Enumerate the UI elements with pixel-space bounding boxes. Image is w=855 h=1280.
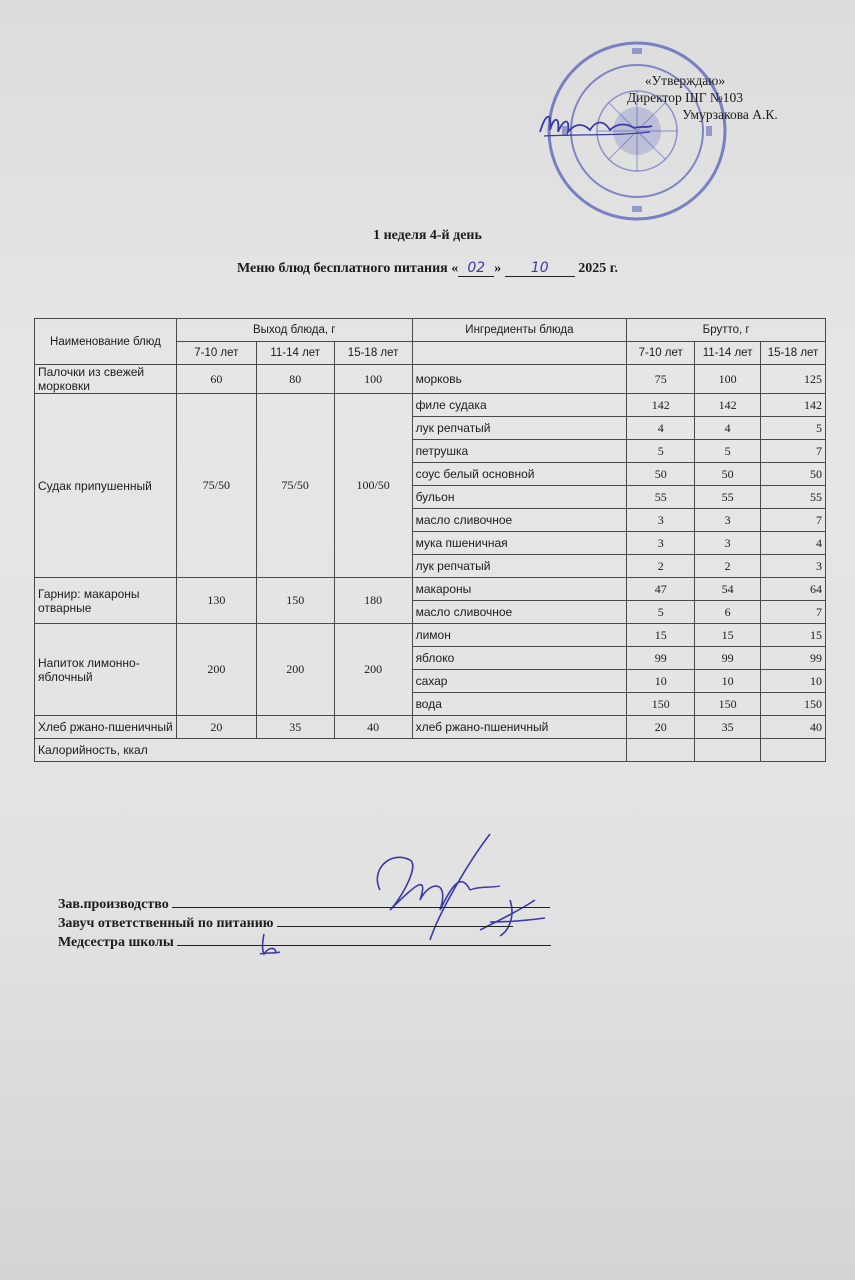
header-gross: Брутто, г: [627, 319, 826, 342]
dish-yield: 100: [334, 365, 412, 394]
table-header-row: [35, 319, 826, 342]
dish-name: Хлеб ржано-пшеничный: [35, 716, 177, 739]
ingredient-gross: 99: [695, 647, 761, 670]
ingredient-gross: 3: [627, 509, 695, 532]
approval-director-name: Умурзакова А.К.: [682, 107, 778, 122]
ingredient-name: хлеб ржано-пшеничный: [412, 716, 627, 739]
table-row: [35, 365, 826, 394]
calories-value: [627, 739, 695, 762]
dish-yield: 60: [176, 365, 256, 394]
ingredient-name: мука пшеничная: [412, 532, 627, 555]
ingredient-gross: 47: [627, 578, 695, 601]
dish-yield: 200: [256, 624, 334, 716]
ingredient-gross: 6: [695, 601, 761, 624]
table-row: [35, 716, 826, 739]
dish-yield: 80: [256, 365, 334, 394]
ingredient-name: макароны: [412, 578, 627, 601]
calories-label: Калорийность, ккал: [35, 739, 627, 762]
ingredient-gross: 15: [695, 624, 761, 647]
ingredient-name: лук репчатый: [412, 555, 627, 578]
header-yield-age1: 7-10 лет: [176, 342, 256, 365]
ingredient-gross: 142: [761, 394, 826, 417]
ingredient-gross: 10: [695, 670, 761, 693]
ingredient-gross: 142: [695, 394, 761, 417]
header-yield-age2: 11-14 лет: [256, 342, 334, 365]
ingredient-name: филе судака: [412, 394, 627, 417]
ingredient-gross: 40: [761, 716, 826, 739]
table-row: [35, 394, 826, 417]
ingredient-gross: 99: [761, 647, 826, 670]
dish-yield: 75/50: [256, 394, 334, 578]
ingredient-gross: 15: [627, 624, 695, 647]
ingredient-gross: 64: [761, 578, 826, 601]
ingredient-gross: 54: [695, 578, 761, 601]
table-row: [35, 624, 826, 647]
ingredient-gross: 4: [761, 532, 826, 555]
ingredient-gross: 3: [695, 509, 761, 532]
dish-name: Напиток лимонно-яблочный: [35, 624, 177, 716]
ingredient-name: масло сливочное: [412, 601, 627, 624]
calories-row: [35, 739, 826, 762]
signature-block: [58, 895, 551, 952]
ingredient-name: лук репчатый: [412, 417, 627, 440]
approval-position: Директор ШГ №103: [626, 90, 744, 105]
ingredient-gross: 125: [761, 365, 826, 394]
header-gross-age2: 11-14 лет: [695, 342, 761, 365]
ingredient-gross: 55: [761, 486, 826, 509]
ingredient-name: лимон: [412, 624, 627, 647]
ingredient-gross: 55: [627, 486, 695, 509]
header-ingredients-empty: [412, 342, 627, 365]
ingredient-gross: 15: [761, 624, 826, 647]
signature-line-production: [58, 895, 551, 914]
document-subtitle: 1 неделя 4-й день: [373, 228, 482, 243]
dish-name: Судак припушенный: [35, 394, 177, 578]
ingredient-gross: 50: [761, 463, 826, 486]
ingredient-gross: 3: [695, 532, 761, 555]
dish-yield: 100/50: [334, 394, 412, 578]
header-gross-age1: 7-10 лет: [627, 342, 695, 365]
dish-yield: 35: [256, 716, 334, 739]
ingredient-name: морковь: [412, 365, 627, 394]
ingredient-name: петрушка: [412, 440, 627, 463]
ingredient-gross: 100: [695, 365, 761, 394]
ingredient-gross: 3: [761, 555, 826, 578]
ingredient-gross: 20: [627, 716, 695, 739]
document-title: [0, 260, 855, 277]
signature-blank: [277, 926, 513, 927]
dish-yield: 130: [176, 578, 256, 624]
signature-line-headteacher: [58, 914, 551, 933]
ingredient-gross: 2: [627, 555, 695, 578]
menu-table: [34, 318, 826, 762]
ingredient-gross: 50: [627, 463, 695, 486]
ingredient-name: бульон: [412, 486, 627, 509]
ingredient-gross: 4: [627, 417, 695, 440]
ingredient-gross: 150: [761, 693, 826, 716]
calories-value: [695, 739, 761, 762]
ingredient-name: вода: [412, 693, 627, 716]
signature-label-production: Зав.производство: [58, 897, 169, 912]
ingredient-name: масло сливочное: [412, 509, 627, 532]
title-mid: »: [494, 261, 502, 276]
ingredient-gross: 75: [627, 365, 695, 394]
dish-yield: 200: [334, 624, 412, 716]
table-row: [35, 578, 826, 601]
ingredient-gross: 7: [761, 601, 826, 624]
title-suffix: 2025 г.: [578, 261, 619, 276]
ingredient-gross: 7: [761, 509, 826, 532]
calories-value: [761, 739, 826, 762]
ingredient-gross: 4: [695, 417, 761, 440]
ingredient-gross: 3: [627, 532, 695, 555]
dish-yield: 150: [256, 578, 334, 624]
ingredient-gross: 10: [761, 670, 826, 693]
title-prefix: Меню блюд бесплатного питания «: [236, 261, 459, 276]
title-month: 10: [505, 260, 575, 277]
ingredient-gross: 50: [695, 463, 761, 486]
signature-line-nurse: [58, 933, 551, 952]
ingredient-name: соус белый основной: [412, 463, 627, 486]
header-gross-age3: 15-18 лет: [761, 342, 826, 365]
signature-label-nurse: Медсестра школы: [58, 935, 174, 950]
dish-name: Палочки из свежей морковки: [35, 365, 177, 394]
ingredient-gross: 55: [695, 486, 761, 509]
ingredient-gross: 142: [627, 394, 695, 417]
header-yield: Выход блюда, г: [176, 319, 412, 342]
ingredient-gross: 35: [695, 716, 761, 739]
approval-title: «Утверждаю»: [644, 73, 726, 88]
ingredient-gross: 5: [627, 440, 695, 463]
ingredient-gross: 5: [695, 440, 761, 463]
ingredient-gross: 7: [761, 440, 826, 463]
ingredient-name: яблоко: [412, 647, 627, 670]
ingredient-gross: 5: [761, 417, 826, 440]
signature-blank: [172, 907, 550, 908]
signature-blank: [177, 945, 551, 946]
ingredient-gross: 150: [695, 693, 761, 716]
header-yield-age3: 15-18 лет: [334, 342, 412, 365]
dish-yield: 200: [176, 624, 256, 716]
ingredient-gross: 2: [695, 555, 761, 578]
title-day: 02: [458, 260, 494, 277]
header-dish-name: Наименование блюд: [35, 319, 177, 365]
ingredient-gross: 10: [627, 670, 695, 693]
header-ingredients: Ингредиенты блюда: [412, 319, 627, 342]
menu-table-body: [35, 319, 826, 762]
dish-yield: 180: [334, 578, 412, 624]
ingredient-gross: 150: [627, 693, 695, 716]
ingredient-gross: 5: [627, 601, 695, 624]
ingredient-gross: 99: [627, 647, 695, 670]
dish-name: Гарнир: макароны отварные: [35, 578, 177, 624]
ingredient-name: сахар: [412, 670, 627, 693]
dish-yield: 40: [334, 716, 412, 739]
director-signature-icon: [536, 106, 656, 142]
signature-label-headteacher: Завуч ответственный по питанию: [58, 916, 274, 931]
dish-yield: 20: [176, 716, 256, 739]
dish-yield: 75/50: [176, 394, 256, 578]
